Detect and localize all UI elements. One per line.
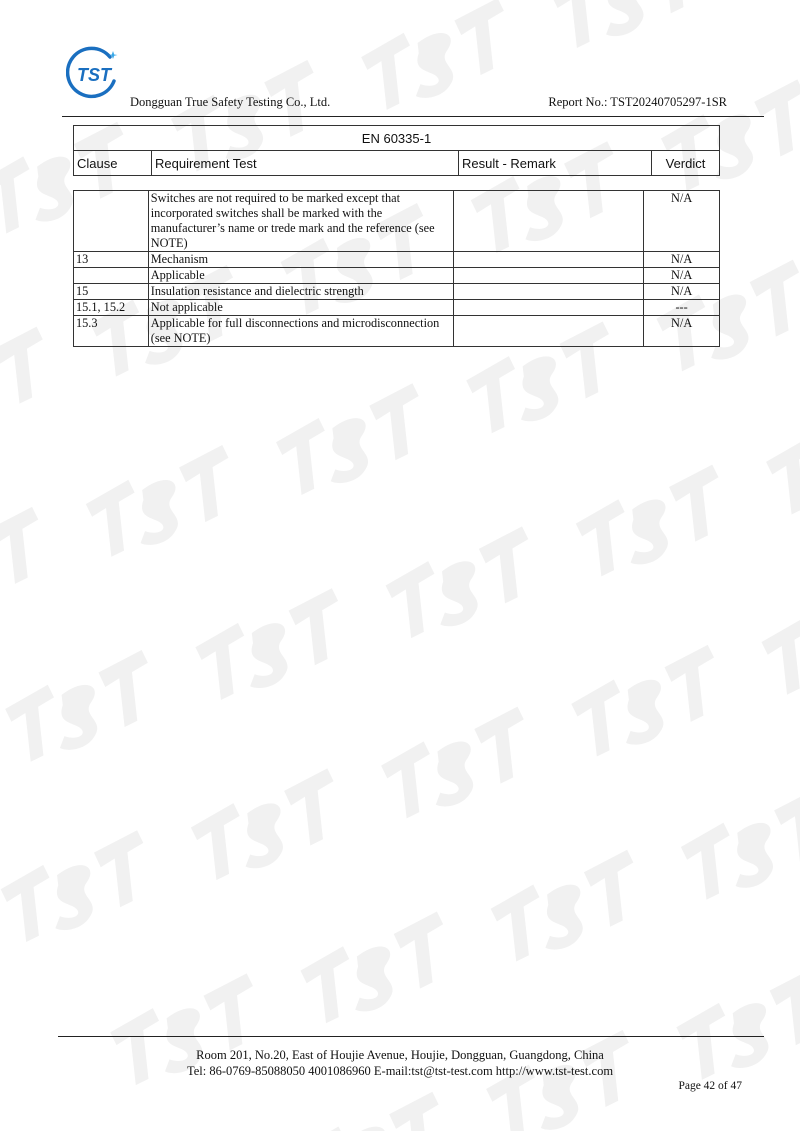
column-header-result: Result - Remark bbox=[459, 151, 652, 176]
result-cell bbox=[453, 268, 643, 284]
requirements-table bbox=[73, 190, 720, 347]
footer-contact: Tel: 86-0769-85088050 4001086960 E-mail:tst@tst-test.com http://www.tst-test.com bbox=[186, 1064, 614, 1078]
verdict-cell: N/A bbox=[644, 268, 720, 284]
requirement-cell: Insulation resistance and dielectric strength bbox=[148, 284, 453, 300]
header-divider bbox=[62, 116, 764, 117]
verdict-cell: N/A bbox=[644, 284, 720, 300]
result-cell bbox=[453, 191, 643, 252]
clause-cell bbox=[74, 191, 149, 252]
requirement-cell: Mechanism bbox=[148, 252, 453, 268]
footer-address: Room 201, No.20, East of Houjie Avenue, Houjie, Dongguan, Guangdong, China bbox=[196, 1048, 604, 1062]
table-row bbox=[74, 300, 720, 316]
result-cell bbox=[453, 284, 643, 300]
table-row bbox=[74, 268, 720, 284]
result-cell bbox=[453, 316, 643, 347]
clause-cell: 13 bbox=[74, 252, 149, 268]
requirement-cell: Switches are not required to be marked except that incorporated switches shall be marked with the manufacturer’s name or trede mark and the reference (see NOTE) bbox=[148, 191, 453, 252]
clause-cell: 15.3 bbox=[74, 316, 149, 347]
standard-header-table bbox=[73, 125, 720, 176]
requirement-cell: Not applicable bbox=[148, 300, 453, 316]
verdict-cell: --- bbox=[644, 300, 720, 316]
requirement-cell: Applicable bbox=[148, 268, 453, 284]
company-name: Dongguan True Safety Testing Co., Ltd. bbox=[130, 95, 331, 109]
result-cell bbox=[453, 252, 643, 268]
page-number: Page 42 of 47 bbox=[678, 1080, 742, 1092]
table-row bbox=[74, 191, 720, 252]
column-header-requirement: Requirement Test bbox=[152, 151, 459, 176]
verdict-cell: N/A bbox=[644, 252, 720, 268]
column-header-verdict: Verdict bbox=[652, 151, 720, 176]
verdict-cell: N/A bbox=[644, 191, 720, 252]
column-header-clause: Clause bbox=[74, 151, 152, 176]
footer-divider bbox=[58, 1036, 764, 1037]
table-row bbox=[74, 284, 720, 300]
logo-lettering: TST bbox=[77, 65, 111, 85]
clause-cell: 15.1, 15.2 bbox=[74, 300, 149, 316]
tst-logo bbox=[66, 45, 122, 101]
table-row bbox=[74, 316, 720, 347]
report-number: Report No.: TST20240705297-1SR bbox=[548, 95, 727, 109]
result-cell bbox=[453, 300, 643, 316]
verdict-cell: N/A bbox=[644, 316, 720, 347]
requirement-cell: Applicable for full disconnections and microdisconnection (see NOTE) bbox=[148, 316, 453, 347]
standard-title: EN 60335-1 bbox=[74, 126, 720, 151]
clause-cell bbox=[74, 268, 149, 284]
clause-cell: 15 bbox=[74, 284, 149, 300]
table-row bbox=[74, 252, 720, 268]
